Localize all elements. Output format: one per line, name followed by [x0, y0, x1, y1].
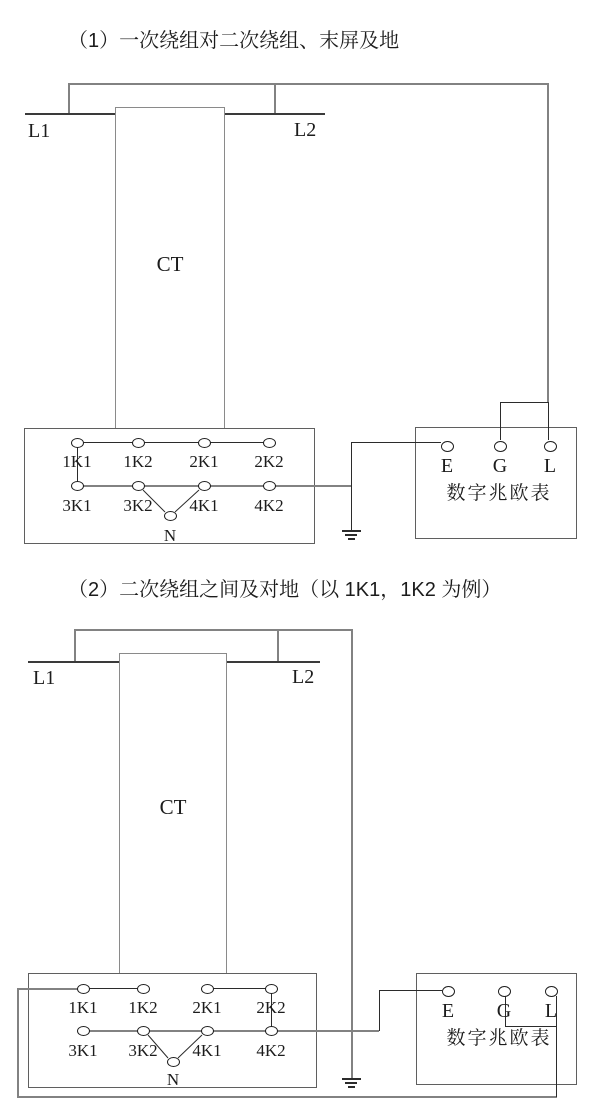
l-label: L — [543, 455, 557, 477]
primary-short-rail — [69, 83, 549, 85]
terminal-3k1 — [77, 1026, 90, 1036]
l1-label: L1 — [28, 120, 51, 142]
ground-symbol-bar1 — [342, 530, 361, 532]
terminal-n — [167, 1057, 180, 1067]
terminal-2k2 — [263, 438, 276, 448]
terminal-2k1 — [198, 438, 211, 448]
rail-drop-to-l1 — [74, 629, 76, 662]
megohmmeter-terminal-e — [442, 986, 455, 997]
megohmmeter-terminal-l — [544, 441, 557, 452]
ground-symbol-bar2 — [345, 1082, 357, 1084]
l2-terminal-bar — [225, 113, 325, 115]
l2-terminal-bar — [227, 661, 320, 663]
ground-symbol-bar2 — [345, 534, 357, 536]
e-terminal-wire — [379, 990, 442, 991]
row2-shorting-wire-to-earth — [77, 485, 351, 487]
e-label: E — [441, 1000, 455, 1022]
l1-terminal-bar — [28, 661, 119, 663]
wire-1k1-out-left — [18, 988, 78, 990]
terminal-4k2-label: 4K2 — [254, 496, 284, 515]
l-terminal-drop — [548, 403, 549, 440]
terminal-n — [164, 511, 177, 521]
diagram-1-title: （1）一次绕组对二次绕组、末屏及地 — [68, 30, 400, 52]
megohmmeter-terminal-g — [494, 441, 507, 452]
terminal-1k2-label: 1K2 — [128, 998, 158, 1017]
terminal-2k2-label: 2K2 — [256, 998, 286, 1017]
terminal-n-label: N — [163, 526, 177, 545]
megohmmeter-terminal-l — [545, 986, 558, 997]
ground-symbol-bar1 — [342, 1078, 361, 1080]
terminal-3k2-label: 3K2 — [128, 1041, 158, 1060]
e-terminal-wire — [351, 442, 441, 443]
ground-symbol-bar3 — [348, 538, 355, 540]
ground-symbol-bar3 — [348, 1086, 355, 1088]
terminal-3k1-label: 3K1 — [62, 496, 92, 515]
l2-label: L2 — [294, 119, 317, 141]
l-label: L — [544, 1000, 558, 1022]
megohmmeter-terminal-g — [498, 986, 511, 997]
terminal-2k1-label: 2K1 — [189, 452, 219, 471]
terminal-1k1-label: 1K1 — [68, 998, 98, 1017]
terminal-2k2 — [265, 984, 278, 994]
diagram-2-title: （2）二次绕组之间及对地（以 1K1，1K2 为例） — [68, 579, 502, 601]
wire-left-drop — [17, 988, 19, 1098]
rail-drop-to-l2 — [277, 629, 279, 662]
terminal-2k1-label: 2K1 — [192, 998, 222, 1017]
megohmmeter-terminal-e — [441, 441, 454, 452]
terminal-3k1-label: 3K1 — [68, 1041, 98, 1060]
row1-shorting-link — [77, 442, 269, 443]
terminal-4k1-label: 4K1 — [192, 1041, 222, 1060]
wire-bottom-run-to-l — [17, 1096, 557, 1098]
rail-drop-to-megohmmeter — [547, 83, 549, 403]
terminal-1k1-label: 1K1 — [62, 452, 92, 471]
g-l-junction-wire — [500, 402, 549, 403]
terminal-1k2 — [132, 438, 145, 448]
terminal-2k1 — [201, 984, 214, 994]
l1-terminal-bar — [25, 113, 115, 115]
rail-drop-to-l2 — [274, 83, 276, 115]
terminal-3k1 — [71, 481, 84, 491]
row2-shorting-wire-to-e — [83, 1030, 379, 1032]
l2-label: L2 — [292, 666, 315, 688]
primary-short-rail — [75, 629, 352, 631]
terminal-4k1-label: 4K1 — [189, 496, 219, 515]
terminal-1k2 — [137, 984, 150, 994]
ct-label: CT — [159, 795, 187, 819]
g-label: G — [492, 455, 508, 477]
terminal-4k2 — [265, 1026, 278, 1036]
g-label: G — [496, 1000, 512, 1022]
ct-label: CT — [156, 252, 184, 276]
terminal-1k1 — [77, 984, 90, 994]
l1-label: L1 — [33, 667, 56, 689]
g-terminal-drop — [500, 402, 501, 440]
link-1k1-to-1k2 — [83, 988, 143, 989]
e-label: E — [440, 455, 454, 477]
primary-earth-drop-wire — [351, 629, 353, 1079]
e-wire-drop — [379, 990, 380, 1031]
megohmmeter-label: 数字兆欧表 — [446, 483, 552, 504]
terminal-2k2-label: 2K2 — [254, 452, 284, 471]
earth-drop-wire — [351, 442, 352, 531]
megohmmeter-label: 数字兆欧表 — [446, 1028, 552, 1049]
terminal-4k2 — [263, 481, 276, 491]
g-l-jumper-wire — [505, 1026, 557, 1027]
terminal-1k2-label: 1K2 — [123, 452, 153, 471]
link-2k1-to-2k2 — [207, 988, 271, 989]
terminal-4k2-label: 4K2 — [256, 1041, 286, 1060]
rail-drop-to-l1 — [68, 83, 70, 115]
terminal-n-label: N — [166, 1070, 180, 1089]
terminal-3k2-label: 3K2 — [123, 496, 153, 515]
terminal-1k1 — [71, 438, 84, 448]
